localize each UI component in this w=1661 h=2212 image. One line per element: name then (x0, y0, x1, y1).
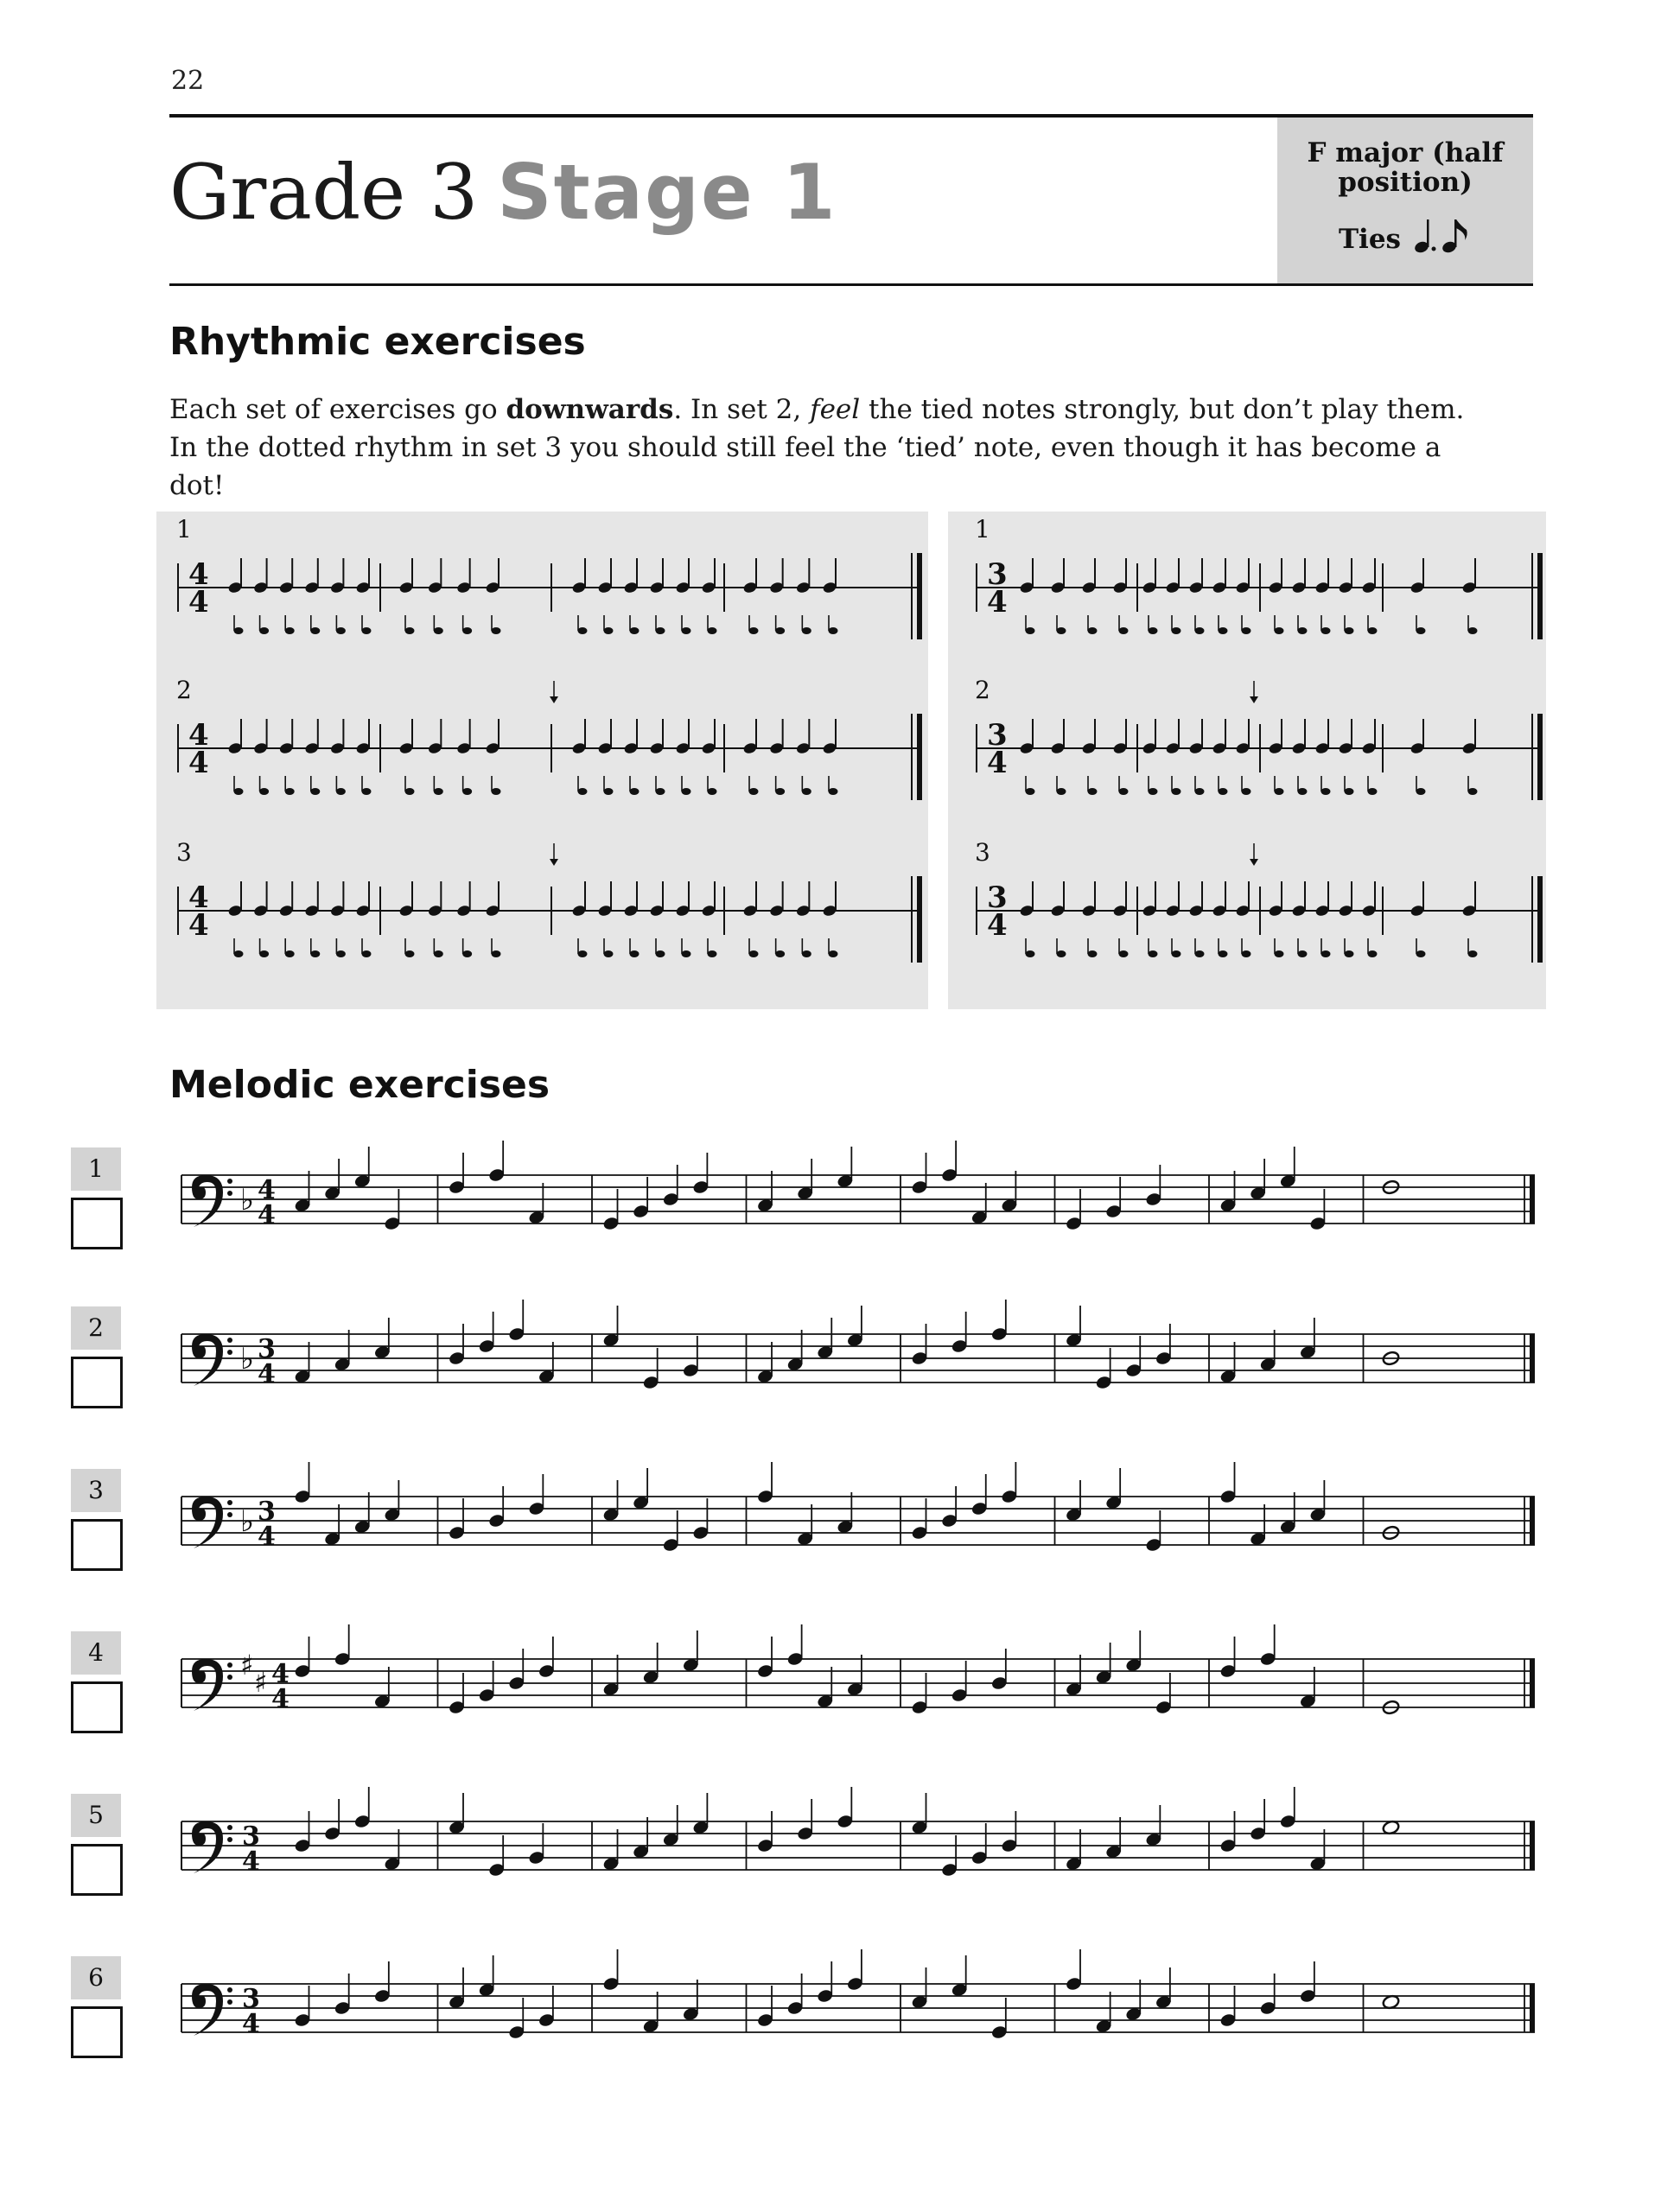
pulse-head (708, 627, 717, 634)
time-signature-bottom: 4 (188, 908, 209, 943)
exercise-number-4: 4 (71, 1631, 121, 1675)
down-arrow-head (1250, 859, 1258, 866)
final-barline-thick (917, 553, 922, 639)
pulse-head (682, 627, 691, 634)
pulse-head (802, 950, 811, 957)
final-barline-thick (1530, 1821, 1535, 1870)
time-signature-bottom: 4 (258, 1200, 276, 1230)
bass-clef-shape (192, 1659, 223, 1711)
exercise-row-number: 2 (176, 676, 192, 704)
exercise-number-1: 1 (71, 1147, 121, 1191)
pulse-head (1368, 627, 1378, 634)
pulse-head (434, 788, 443, 795)
exercise-row-number: 3 (176, 838, 192, 867)
flat-sign: ♭ (240, 1342, 255, 1376)
pulse-head (749, 627, 759, 634)
pulse-head (1026, 950, 1035, 957)
bass-clef-shape (192, 1175, 223, 1227)
pulse-head (492, 950, 501, 957)
final-barline-thick (1530, 1659, 1535, 1707)
down-arrow-head (550, 696, 558, 703)
time-signature-bottom: 4 (258, 1359, 276, 1389)
time-signature-bottom: 4 (258, 1522, 276, 1552)
pulse-head (310, 627, 320, 634)
pulse-head (1368, 788, 1378, 795)
key-info-line1: F major (half (1307, 137, 1504, 168)
pulse-head (829, 627, 838, 634)
bass-clef-icon (192, 1821, 232, 1873)
bass-clef-dot (227, 1662, 232, 1668)
down-arrow-head (550, 859, 558, 866)
pulse-head (1275, 950, 1284, 957)
time-signature-bottom: 4 (987, 585, 1008, 620)
pulse-head (405, 788, 415, 795)
pulse-head (492, 788, 501, 795)
pulse-head (362, 950, 372, 957)
final-barline-thick (1530, 1497, 1535, 1545)
pulse-head (829, 950, 838, 957)
pulse-head (1345, 950, 1354, 957)
pulse-head (1172, 950, 1181, 957)
time-signature-top: 3 (987, 718, 1008, 753)
pulse-head (1321, 950, 1331, 957)
pulse-head (462, 627, 472, 634)
final-barline-thick (917, 714, 922, 800)
bass-clef-icon (192, 1659, 232, 1711)
final-barline-thick (1530, 1175, 1535, 1224)
pulse-head (405, 627, 415, 634)
final-barline-thick (917, 876, 922, 963)
time-signature-bottom: 4 (242, 2009, 260, 2039)
pulse-head (1368, 950, 1378, 957)
pulse-head (362, 627, 372, 634)
pulse-head (630, 788, 640, 795)
time-signature-top: 3 (987, 557, 1008, 592)
rhythmic-exercises-heading: Rhythmic exercises (169, 320, 586, 364)
intro-italic: feel (810, 394, 861, 425)
pulse-head (829, 788, 838, 795)
pulse-head (630, 627, 640, 634)
bass-clef-icon (192, 1984, 232, 2036)
final-barline-thick (1537, 553, 1543, 639)
pulse-head (656, 950, 665, 957)
final-barline-thick (1537, 714, 1543, 800)
pulse-head (1275, 788, 1284, 795)
pulse-head (1298, 627, 1308, 634)
time-signature-top: 4 (188, 557, 209, 592)
bass-clef-shape (192, 1334, 223, 1386)
bass-clef-dot (227, 1987, 232, 1993)
exercise-number-5: 5 (71, 1794, 121, 1837)
pulse-head (1088, 627, 1098, 634)
bass-clef-dot (227, 1179, 232, 1184)
pulse-head (1149, 788, 1158, 795)
pulse-head (310, 788, 320, 795)
pulse-head (1119, 788, 1129, 795)
exercise-row-number: 3 (975, 838, 990, 867)
pulse-head (1321, 627, 1331, 634)
pulse-head (749, 950, 759, 957)
pulse-head (336, 627, 346, 634)
pulse-head (1219, 788, 1228, 795)
pulse-head (802, 627, 811, 634)
pulse-head (1172, 627, 1181, 634)
pulse-head (259, 627, 269, 634)
time-signature-bottom: 4 (188, 585, 209, 620)
pulse-head (708, 950, 717, 957)
pulse-head (604, 627, 614, 634)
pulse-head (259, 788, 269, 795)
pulse-head (749, 788, 759, 795)
time-signature-top: 3 (987, 880, 1008, 915)
pulse-head (775, 950, 785, 957)
pulse-head (234, 950, 244, 957)
pulse-head (492, 627, 501, 634)
pulse-head (802, 788, 811, 795)
pulse-head (604, 950, 614, 957)
page-number: 22 (171, 66, 205, 96)
pulse-head (1195, 788, 1205, 795)
intro-text: . In set 2, (673, 394, 811, 425)
pulse-head (604, 788, 614, 795)
exercise-number-3: 3 (71, 1469, 121, 1512)
pulse-head (336, 950, 346, 957)
pulse-head (362, 788, 372, 795)
time-signature-top: 3 (242, 1984, 260, 2014)
pulse-head (405, 950, 415, 957)
pulse-head (682, 788, 691, 795)
pulse-head (1026, 627, 1035, 634)
flat-sign: ♭ (240, 1504, 255, 1539)
pulse-head (285, 950, 295, 957)
bass-clef-dot (227, 1512, 232, 1517)
time-signature-top: 4 (188, 718, 209, 753)
bass-clef-dot (227, 1825, 232, 1830)
bass-clef-dot (227, 1350, 232, 1355)
pulse-head (310, 950, 320, 957)
bass-clef-dot (227, 1837, 232, 1842)
pulse-head (1195, 627, 1205, 634)
pulse-head (1057, 950, 1066, 957)
pulse-head (1149, 627, 1158, 634)
pulse-head (656, 788, 665, 795)
pulse-head (1119, 627, 1129, 634)
sharp-sign: ♯ (254, 1666, 268, 1699)
pulse-head (1149, 950, 1158, 957)
pulse-head (1219, 950, 1228, 957)
exercise-row-number: 1 (176, 515, 192, 543)
pulse-head (1275, 627, 1284, 634)
pulse-head (708, 788, 717, 795)
title-grade: Grade 3 (169, 148, 479, 237)
pulse-head (578, 788, 588, 795)
exercise-number-2: 2 (71, 1306, 121, 1350)
intro-text: the tied notes strongly, but don’t play them. In the dotted rhythm in set 3 you should still feel the ‘tied’ note, even though it has become a dot! (169, 394, 1465, 501)
ties-label: Ties (1338, 224, 1402, 255)
pulse-head (1242, 788, 1251, 795)
pulse-head (1468, 627, 1478, 634)
bass-clef-dot (227, 1675, 232, 1680)
intro-bold: downwards (506, 394, 674, 425)
bass-clef-icon (192, 1334, 232, 1386)
pulse-head (1242, 950, 1251, 957)
time-signature-bottom: 4 (987, 746, 1008, 780)
time-signature-top: 4 (258, 1175, 276, 1205)
pulse-head (1321, 788, 1331, 795)
pulse-head (234, 788, 244, 795)
bass-clef-shape (192, 1984, 223, 2036)
time-signature-bottom: 4 (987, 908, 1008, 943)
pulse-head (1026, 788, 1035, 795)
pulse-head (1468, 788, 1478, 795)
time-signature-top: 3 (242, 1821, 260, 1852)
pulse-head (336, 788, 346, 795)
pulse-head (1172, 788, 1181, 795)
final-barline-thick (1530, 1334, 1535, 1382)
key-info-line2: position) (1338, 167, 1473, 198)
bass-clef-icon (192, 1497, 232, 1548)
pulse-head (1057, 788, 1066, 795)
time-signature-top: 4 (271, 1659, 290, 1689)
bass-clef-dot (227, 1999, 232, 2005)
title-stage: Stage 1 (497, 148, 837, 237)
flat-sign: ♭ (240, 1183, 255, 1217)
pulse-head (1088, 950, 1098, 957)
melodic-exercises-heading: Melodic exercises (169, 1063, 550, 1107)
pulse-head (775, 627, 785, 634)
pulse-head (578, 950, 588, 957)
pulse-head (434, 950, 443, 957)
exercise-row-number: 2 (975, 676, 990, 704)
time-signature-bottom: 4 (188, 746, 209, 780)
pulse-head (1242, 627, 1251, 634)
pulse-head (1416, 788, 1426, 795)
pulse-head (682, 950, 691, 957)
time-signature-bottom: 4 (242, 1847, 260, 1877)
bass-clef-dot (227, 1191, 232, 1196)
pulse-head (1057, 627, 1066, 634)
pulse-head (656, 627, 665, 634)
pulse-head (434, 627, 443, 634)
time-signature-top: 4 (188, 880, 209, 915)
pulse-head (1298, 950, 1308, 957)
bass-clef-icon (192, 1175, 232, 1227)
intro-text: Each set of exercises go (169, 394, 506, 425)
pulse-head (1119, 950, 1129, 957)
pulse-head (630, 950, 640, 957)
down-arrow-head (1250, 696, 1258, 703)
pulse-head (462, 950, 472, 957)
pulse-head (234, 627, 244, 634)
pulse-head (285, 627, 295, 634)
pulse-head (259, 950, 269, 957)
pulse-head (462, 788, 472, 795)
pulse-head (775, 788, 785, 795)
exercise-row-number: 1 (975, 515, 990, 543)
pulse-head (1345, 627, 1354, 634)
bass-clef-shape (192, 1821, 223, 1873)
bass-clef-dot (227, 1338, 232, 1343)
exercise-number-6: 6 (71, 1956, 121, 1999)
pulse-head (1195, 950, 1205, 957)
time-signature-top: 3 (258, 1334, 276, 1364)
pulse-head (285, 788, 295, 795)
final-barline-thick (1530, 1984, 1535, 2032)
pulse-head (1468, 950, 1478, 957)
bass-clef-dot (227, 1500, 232, 1505)
pulse-head (1416, 627, 1426, 634)
pulse-head (1298, 788, 1308, 795)
pulse-head (578, 627, 588, 634)
time-signature-bottom: 4 (271, 1684, 290, 1714)
bass-clef-shape (192, 1497, 223, 1548)
sharp-sign: ♯ (240, 1649, 254, 1681)
final-barline-thick (1537, 876, 1543, 963)
pulse-head (1219, 627, 1228, 634)
pulse-head (1416, 950, 1426, 957)
pulse-head (1088, 788, 1098, 795)
pulse-head (1345, 788, 1354, 795)
time-signature-top: 3 (258, 1497, 276, 1527)
